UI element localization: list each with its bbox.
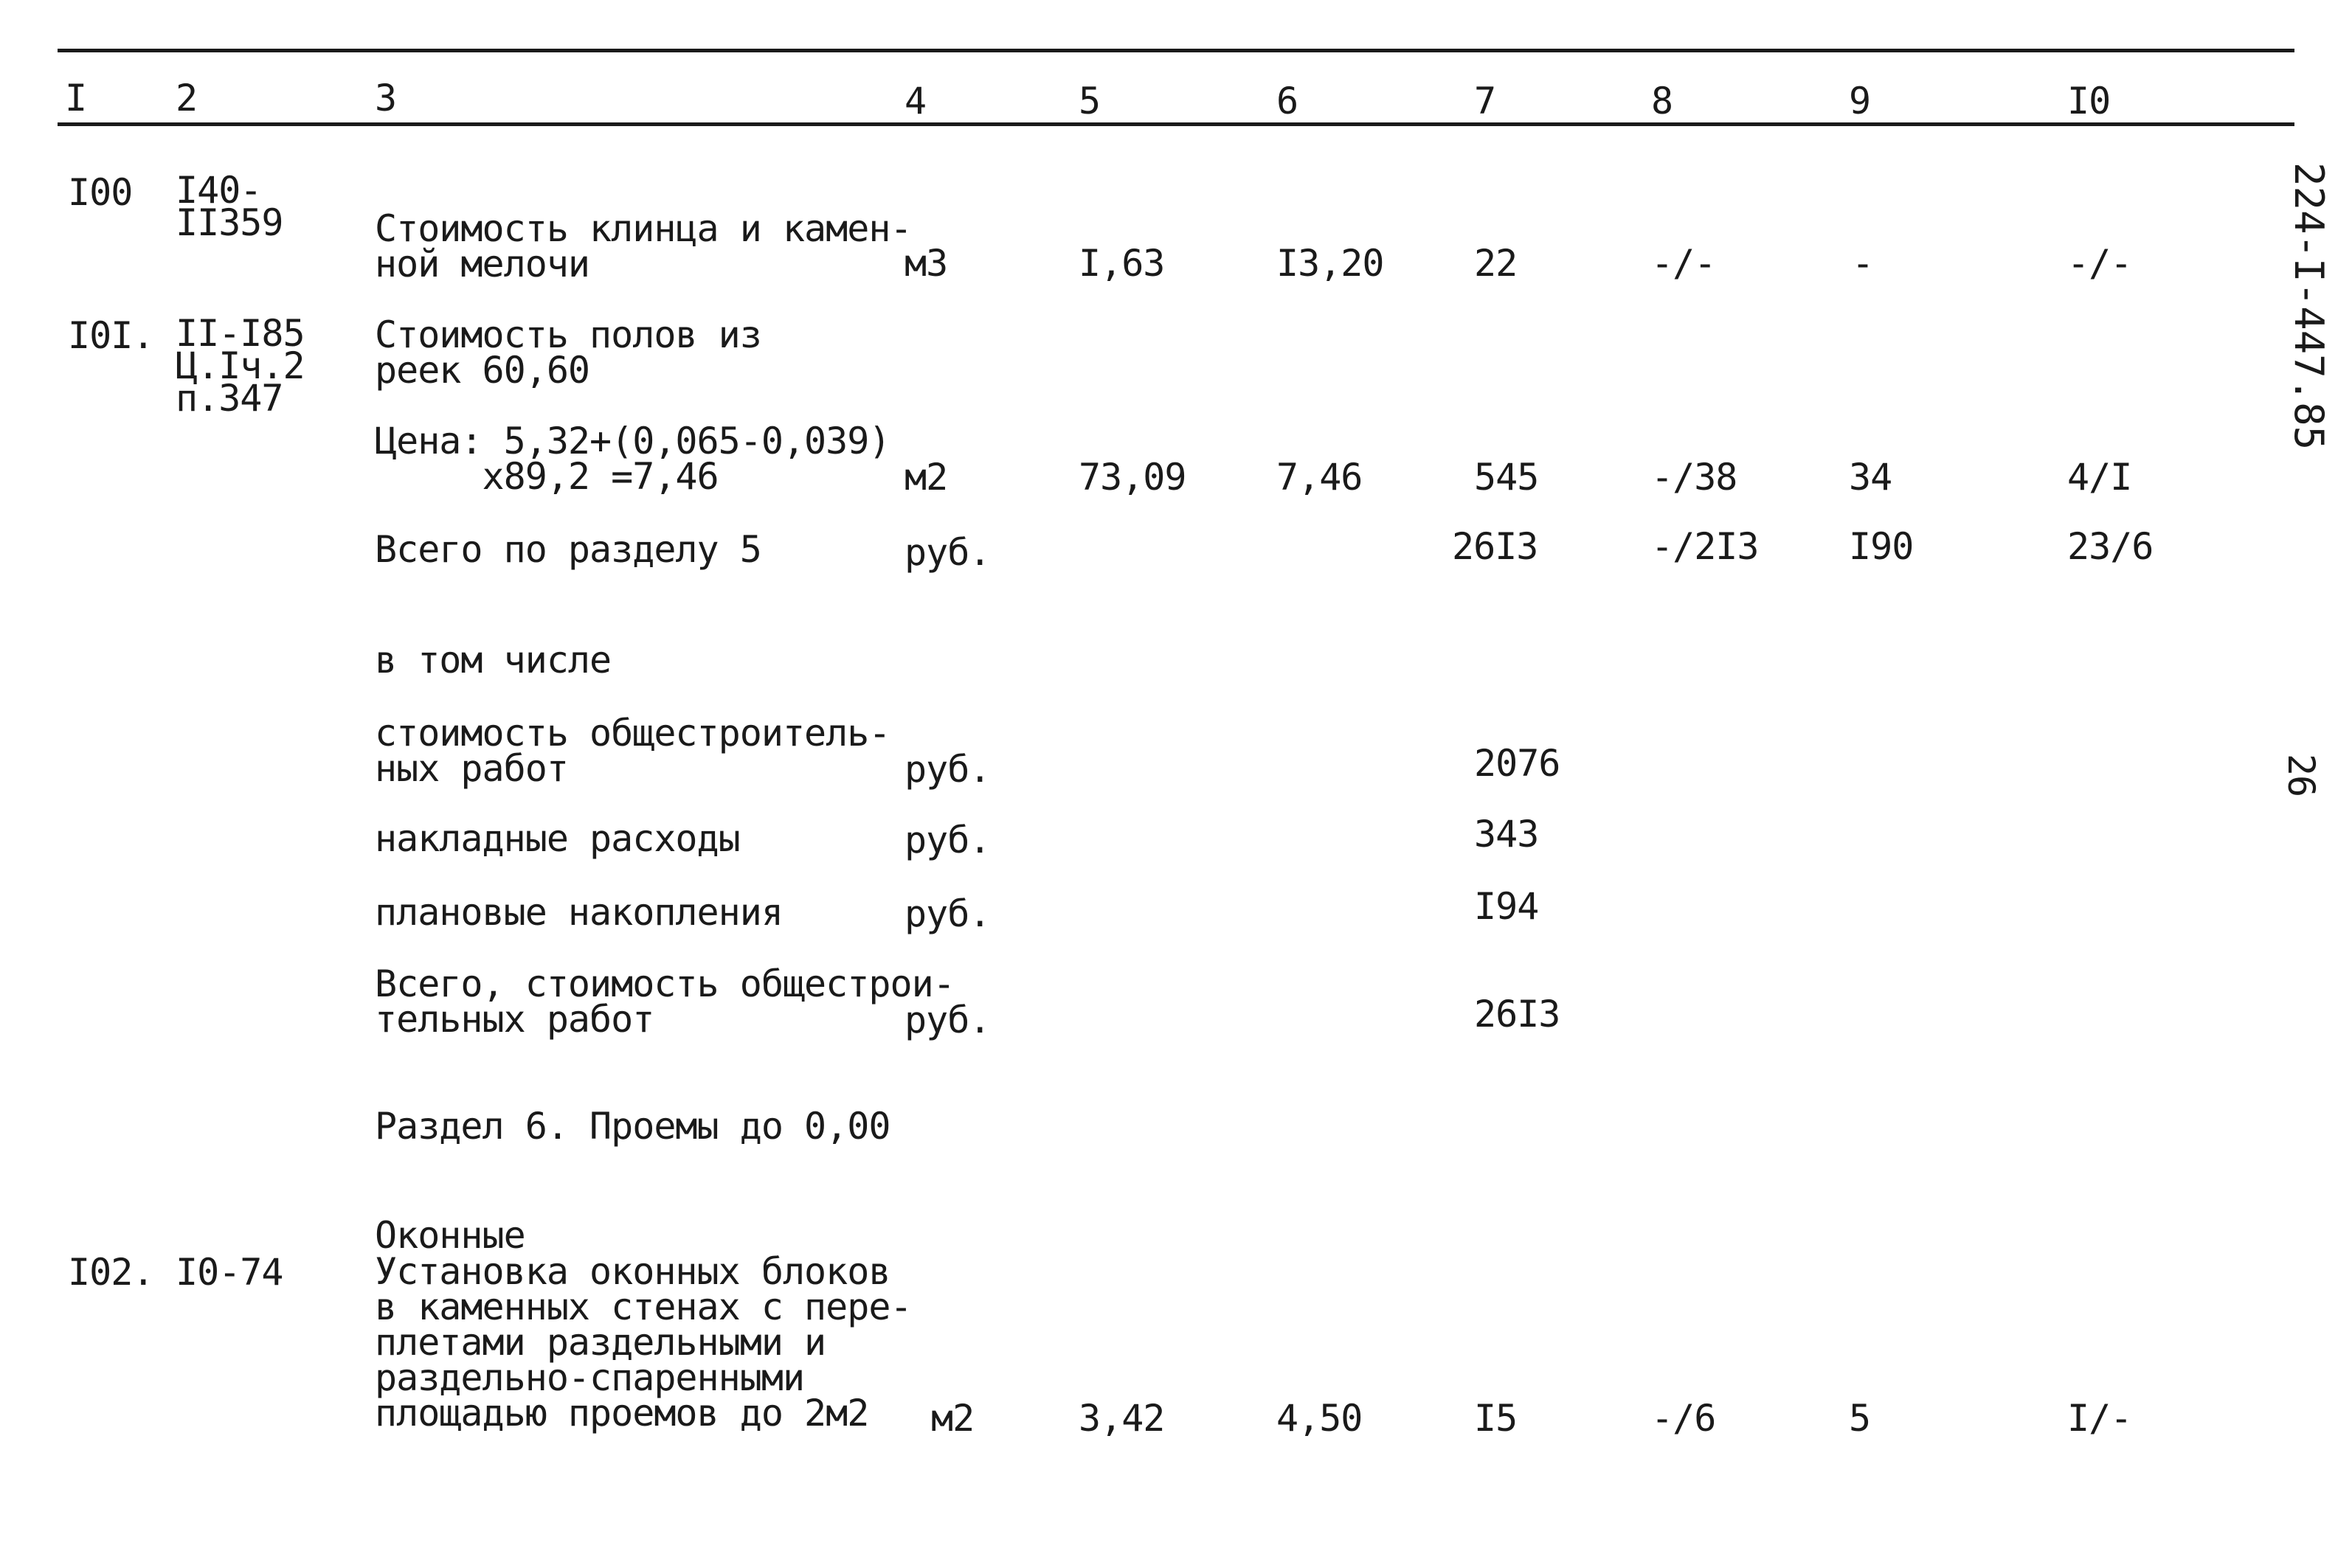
breakdown-value: 26I3: [1474, 993, 1560, 1035]
col-9-value: 34: [1849, 456, 1892, 499]
total-cost: 545: [1474, 456, 1539, 499]
unit: м2: [931, 1397, 975, 1440]
col-9-value: 5: [1849, 1397, 1871, 1440]
breakdown-unit: руб.: [905, 999, 991, 1041]
work-description: Стоимость полов из реек 60,60: [375, 313, 761, 392]
norm-code: I0-74: [176, 1251, 283, 1294]
document-code: 224-I-447.85: [2286, 162, 2332, 451]
col-header-7: 7: [1474, 80, 1496, 122]
col-8-value: -/-: [1651, 242, 1716, 285]
breakdown-value: 343: [1474, 813, 1539, 856]
unit: руб.: [905, 531, 991, 574]
col-10-value: I/-: [2067, 1397, 2132, 1440]
breakdown-value: 2076: [1474, 742, 1560, 785]
subheading: Оконные: [375, 1214, 525, 1257]
col-10-value: -/-: [2067, 242, 2132, 285]
breakdown-label: стоимость общестроитель- ных работ: [375, 712, 890, 790]
quantity: 73,09: [1079, 456, 1186, 499]
col-header-10: I0: [2067, 80, 2111, 122]
header-top-rule: [58, 49, 2294, 52]
price-calculation: Цена: 5,32+(0,065-0,039) х89,2 =7,46: [375, 420, 890, 498]
unit-price: 7,46: [1276, 456, 1363, 499]
work-description: Установка оконных блоков в каменных стенах с пере- плетами раздельными и раздельно-спаренными площадью проемов до 2м2: [375, 1250, 912, 1435]
breakdown-intro: в том числе: [375, 639, 612, 681]
col-header-3: 3: [375, 77, 397, 119]
col-8-value: -/38: [1651, 456, 1737, 499]
col-10-value: 4/I: [2067, 456, 2132, 499]
unit-price: I3,20: [1276, 242, 1384, 285]
section-title: Раздел 6. Проемы до 0,00: [375, 1105, 890, 1148]
col-9-value: -: [1852, 242, 1874, 285]
norm-code: II-I85 Ц.Iч.2 п.347: [176, 312, 305, 420]
breakdown-label: Всего, стоимость общестрои- тельных работ: [375, 962, 955, 1041]
norm-code: I40- II359: [176, 169, 283, 244]
row-number: I00: [68, 171, 133, 214]
breakdown-unit: руб.: [905, 748, 991, 791]
col-header-1: I: [65, 77, 87, 119]
breakdown-unit: руб.: [905, 892, 991, 935]
breakdown-label: плановые накопления: [375, 891, 783, 934]
col-header-6: 6: [1276, 80, 1298, 122]
col-header-2: 2: [176, 77, 198, 119]
row-number: I0I.: [68, 314, 154, 357]
unit-price: 4,50: [1276, 1397, 1363, 1440]
quantity: I,63: [1079, 242, 1165, 285]
unit: м3: [905, 242, 948, 285]
work-description: Стоимость клинца и камен- ной мелочи: [375, 207, 912, 285]
header-bottom-rule: [58, 122, 2294, 126]
col-header-5: 5: [1079, 80, 1101, 122]
quantity: 3,42: [1079, 1397, 1165, 1440]
total-cost: I5: [1474, 1397, 1518, 1440]
total-cost: 26I3: [1452, 525, 1538, 568]
col-10-value: 23/6: [2067, 525, 2154, 568]
col-header-8: 8: [1651, 80, 1673, 122]
row-number: I02.: [68, 1251, 154, 1294]
col-9-value: I90: [1849, 525, 1914, 568]
col-8-value: -/2I3: [1651, 525, 1759, 568]
col-8-value: -/6: [1651, 1397, 1716, 1440]
page-number: 26: [2280, 753, 2323, 797]
breakdown-label: накладные расходы: [375, 817, 740, 860]
total-cost: 22: [1474, 242, 1518, 285]
col-header-9: 9: [1849, 80, 1871, 122]
breakdown-value: I94: [1474, 885, 1539, 928]
section-total-label: Всего по разделу 5: [375, 528, 761, 571]
unit: м2: [905, 456, 948, 499]
col-header-4: 4: [905, 80, 927, 122]
breakdown-unit: руб.: [905, 819, 991, 861]
